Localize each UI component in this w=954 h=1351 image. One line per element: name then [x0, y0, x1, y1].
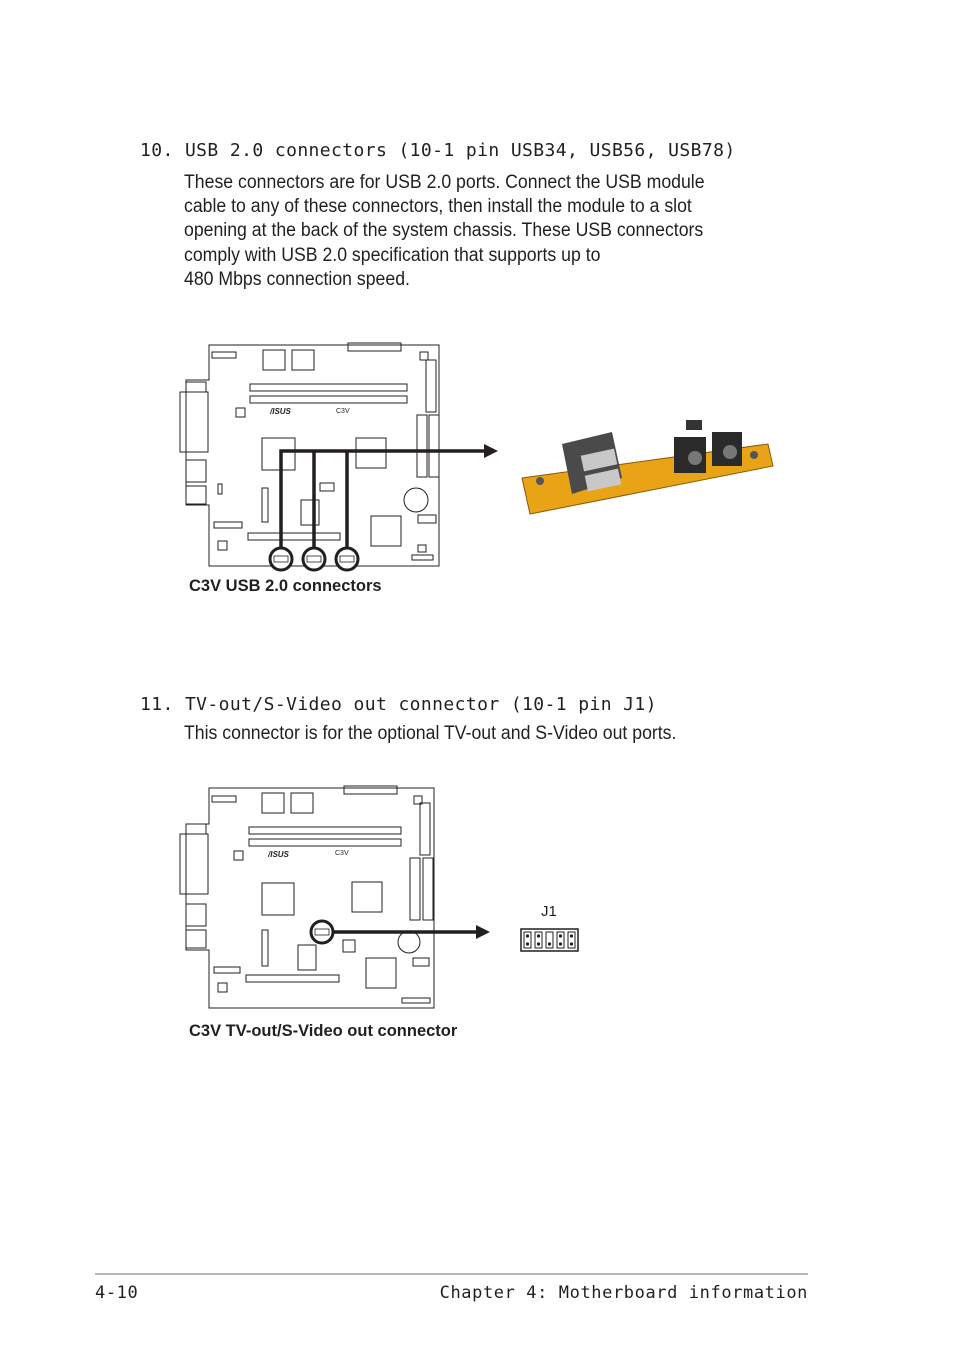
page-number: 4-10	[95, 1283, 139, 1303]
body-line: comply with USB 2.0 specification that supports up to	[184, 244, 601, 266]
asus-logo: /ISUS	[270, 407, 291, 416]
j1-pin-header	[521, 929, 578, 951]
asus-logo: /ISUS	[268, 850, 289, 859]
arrow-head-icon	[476, 925, 490, 939]
body-line: These connectors are for USB 2.0 ports. Connect the USB module	[184, 172, 705, 193]
footer-rule	[95, 1273, 808, 1275]
chapter-title: Chapter 4: Motherboard information	[439, 1283, 808, 1303]
board-label: C3V	[336, 408, 350, 415]
j1-label: J1	[541, 903, 557, 920]
tvout-figure-caption: C3V TV-out/S-Video out connector	[189, 1022, 458, 1040]
body-line: cable to any of these connectors, then install the module to a slot	[184, 196, 692, 218]
body-line: This connector is for the optional TV-out and S-Video out ports.	[184, 723, 677, 744]
body-line: opening at the back of the system chassis. These USB connectors	[184, 220, 704, 242]
motherboard-diagram-2	[180, 786, 434, 1008]
section-10-heading: 10. USB 2.0 connectors (10-1 pin USB34, USB56, USB78)	[140, 140, 736, 161]
usb-figure-caption: C3V USB 2.0 connectors	[189, 577, 382, 595]
j1-highlight	[311, 921, 333, 943]
section-11-heading: 11. TV-out/S-Video out connector (10-1 pin J1)	[140, 694, 657, 715]
board-label: C3V	[335, 850, 349, 857]
body-line: 480 Mbps connection speed.	[184, 268, 410, 290]
